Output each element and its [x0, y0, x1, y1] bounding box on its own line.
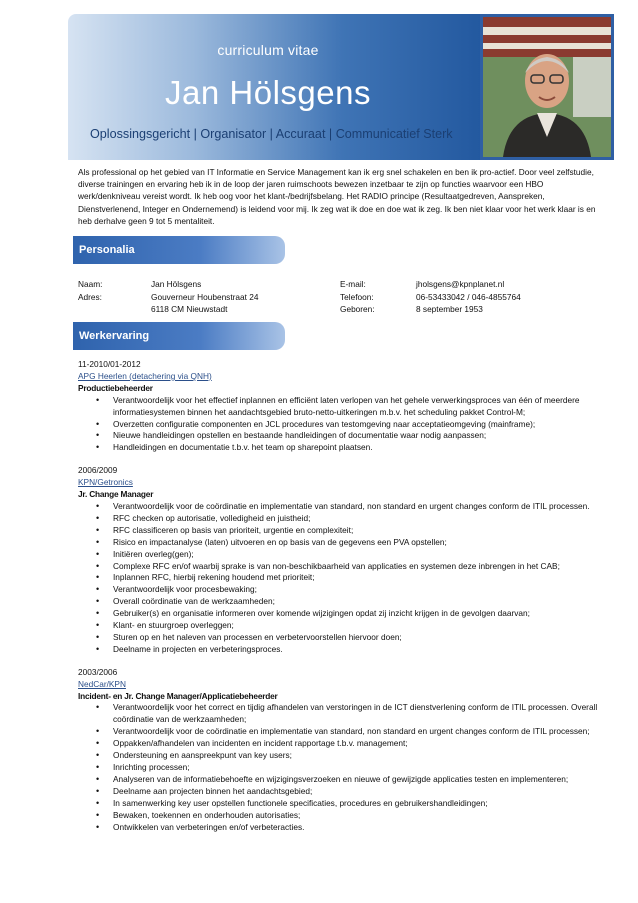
job-bullet: • Initiëren overleg(gen); — [113, 549, 606, 561]
job-bullet-list — [78, 395, 606, 455]
job-entry — [78, 359, 606, 454]
job-bullet: • Deelname in projecten en verbeteringsproces. — [113, 644, 606, 656]
job-bullet: • Klant- en stuurgroep overleggen; — [113, 620, 606, 632]
cv-tagline: Oplossingsgericht | Organisator | Accuraat | Communicatief Sterk — [90, 127, 453, 141]
job-company: KPN/Getronics — [78, 477, 133, 488]
cv-subtitle: curriculum vitae — [217, 42, 319, 58]
telefoon-label: Telefoon: — [340, 291, 374, 302]
job-role: Productiebeheerder — [78, 382, 153, 393]
profile-photo — [480, 14, 614, 160]
job-bullet: • RFC checken op autorisatie, volledigheid en juistheid; — [113, 513, 606, 525]
adres-label: Adres: — [78, 291, 102, 302]
naam-value: Jan Hölsgens — [151, 279, 202, 289]
job-bullet: • Risico en impactanalyse (laten) uitvoeren en op basis van de gegevens een PVA opstellen; — [113, 537, 606, 549]
naam-label: Naam: — [78, 279, 103, 289]
adres-line-1: Gouverneur Houbenstraat 24 — [151, 291, 259, 302]
section-heading-personalia: Personalia — [73, 236, 285, 264]
job-bullet: • Bewaken, toekennen en onderhouden autorisaties; — [113, 810, 606, 822]
section-heading-werkervaring: Werkervaring — [73, 322, 285, 350]
job-period: 2003/2006 — [78, 666, 118, 677]
job-company: NedCar/KPN — [78, 678, 126, 689]
email-label: E-mail: — [340, 279, 366, 289]
work-experience — [78, 359, 606, 844]
geboren-value: 8 september 1953 — [416, 304, 483, 314]
job-bullet: • Sturen op en het naleven van processen en verbetervoorstellen hiervoor doen; — [113, 632, 606, 644]
email-value: jholsgens@kpnplanet.nl — [416, 279, 505, 289]
job-bullet: • Overall coördinatie van de werkzaamheden; — [113, 596, 606, 608]
job-bullet: • Ondersteuning en aanspreekpunt van key users; — [113, 750, 606, 762]
job-bullet: • Inplannen RFC, hierbij rekening houdend met prioriteit; — [113, 572, 606, 584]
job-bullet: • Inrichting processen; — [113, 762, 606, 774]
job-period: 2006/2009 — [78, 465, 118, 476]
job-bullet: • Gebruiker(s) en organisatie informeren over komende wijzigingen opdat zij inzicht krijgen in de gevolgen daarvan; — [113, 608, 606, 620]
job-bullet: • Handleidingen en documentatie t.b.v. het team op sharepoint plaatsen. — [113, 442, 606, 454]
job-role: Incident- en Jr. Change Manager/Applicatiebeheerder — [78, 690, 278, 701]
adres-line-2: 6118 CM Nieuwstadt — [151, 304, 228, 314]
job-entry — [78, 667, 606, 834]
job-bullet: • Verantwoordelijk voor de coördinatie en implementatie van standard, non standard en urgent changes conform de ITIL processen; — [113, 726, 606, 738]
job-bullet: • Overzetten configuratie componenten en JCL procedures van testomgeving naar acceptatieomgeving (mainframe); — [113, 419, 606, 431]
job-bullet-list — [78, 702, 606, 833]
job-bullet: • In samenwerking key user opstellen functionele specificaties, procedures en gebruikershandleidingen; — [113, 798, 606, 810]
job-bullet: • Verantwoordelijk voor het correct en tijdig afhandelen van verstoringen in de ICT dienstverlening conform de ITIL processen. Overall coördinatie van de werkzaamheden; — [113, 702, 606, 726]
job-bullet: • Complexe RFC en/of waarbij sprake is van non-beschikbaarheid van applicaties en systemen deze inbrengen in het CAB; — [113, 561, 606, 573]
job-bullet-list — [78, 501, 606, 656]
job-bullet: • Verantwoordelijk voor procesbewaking; — [113, 584, 606, 596]
telefoon-value: 06-53433042 / 046-4855764 — [416, 291, 521, 302]
cv-name: Jan Hölsgens — [165, 74, 371, 111]
intro-paragraph: Als professional op het gebied van IT Informatie en Service Management kan ik erg snel schakelen en ben ik pro-actief. Door veel zelfstudie, diverse trainingen en ervaring heb ik in de loop der jaren ruimschoots bewezen inzetbaar te zijn op functies waarvoor een HBO werk/denkniveau vereist wordt. Ik heb oog voor het klant-/bedrijfsbelang. Het RADIO principe (Resultaatgedreven, Aanspreken, Dienstverlenend, Integer en Ondernemend) is leidend voor mij. Ik zeg wat ik doe en doe wat ik zeg. Ik ben niet klaar voor het werk klaar is en heb derhalve geen 9 tot 5 mentaliteit. — [78, 167, 596, 226]
job-entry — [78, 465, 606, 656]
job-role: Jr. Change Manager — [78, 489, 154, 500]
job-bullet: • Nieuwe handleidingen opstellen en bestaande handleidingen of documentatie waar nodig aanpassen; — [113, 430, 606, 442]
job-bullet: • Analyseren van de informatiebehoefte en wijzigingsverzoeken en nieuwe of gewijzigde applicaties testen en implementeren; — [113, 774, 606, 786]
job-bullet: • Verantwoordelijk voor het effectief inplannen en efficiënt laten verlopen van het gehele verwerkingsproces van één of meerdere informatiesystemen binnen het aandachtsgebied bruto-netto-uitkeringen m.b.v. het scheduling pakket Control-M; — [113, 395, 606, 419]
job-bullet: • Ontwikkelen van verbeteringen en/of verbeteracties. — [113, 822, 606, 834]
geboren-label: Geboren: — [340, 304, 375, 314]
job-company: APG Heerlen (detachering via QNH) — [78, 370, 212, 381]
job-bullet: • RFC classificeren op basis van prioriteit, urgentie en complexiteit; — [113, 525, 606, 537]
job-bullet: • Oppakken/afhandelen van incidenten en incident rapportage t.b.v. management; — [113, 738, 606, 750]
job-period: 11-2010/01-2012 — [78, 359, 141, 369]
job-bullet: • Deelname aan projecten binnen het aandachtsgebied; — [113, 786, 606, 798]
job-bullet: • Verantwoordelijk voor de coördinatie en implementatie van standard, non standard en urgent changes conform de ITIL processen. — [113, 501, 606, 513]
